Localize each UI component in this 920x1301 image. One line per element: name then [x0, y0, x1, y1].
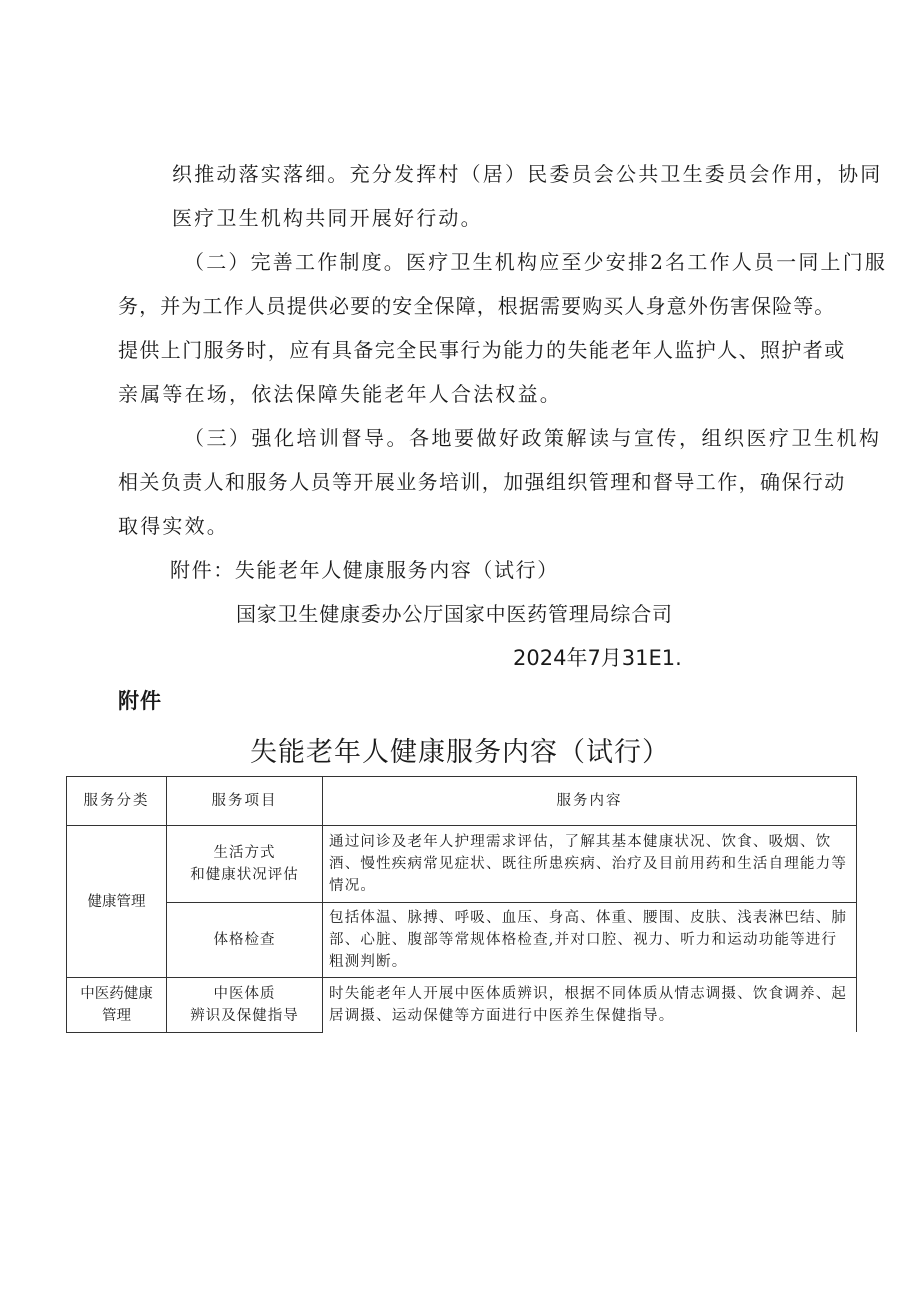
- paragraph-line: 务，并为工作人员提供必要的安全保障，根据需要购买人身意外伤害保险等。: [118, 294, 836, 318]
- issuer-line: 国家卫生健康委办公厅国家中医药管理局综合司: [236, 602, 673, 626]
- date-line: 2024年7月31E1.: [513, 646, 682, 670]
- item-line: 和健康状况评估: [190, 867, 299, 883]
- paragraph-line: （三）强化培训督导。各地要做好政策解读与宣传，组织医疗卫生机构: [184, 426, 882, 450]
- paragraph-line: 织推动落实落细。充分发挥村（居）民委员会公共卫生委员会作用，协同: [172, 162, 883, 186]
- category-cell: [67, 978, 167, 1033]
- paragraph-line: 医疗卫生机构共同开展好行动。: [172, 206, 483, 230]
- paragraph-line: （二）完善工作制度。医疗卫生机构应至少安排2名工作人员一同上门服: [184, 250, 888, 274]
- header-content: 服务内容: [323, 777, 857, 826]
- service-content-table: [66, 776, 857, 1033]
- item-cell: [167, 826, 323, 903]
- paragraph-line: 提供上门服务时，应有具备完全民事行为能力的失能老年人监护人、照护者或: [118, 338, 846, 362]
- category-cell: 健康管理: [67, 826, 167, 978]
- attachment-reference: 附件：失能老年人健康服务内容（试行）: [170, 558, 559, 582]
- table-header-row: [67, 777, 857, 826]
- paragraph-line: 取得实效。: [118, 514, 229, 538]
- paragraph-line: 亲属等在场，依法保障失能老年人合法权益。: [118, 382, 562, 406]
- content-cell: 包括体温、脉搏、呼吸、血压、身高、体重、腰围、皮肤、浅表淋巴结、肺部、心脏、腹部等常规体格检查,并对口腔、视力、听力和运动功能等进行粗测判断。: [323, 903, 857, 978]
- table-row: [67, 903, 857, 978]
- table-row: [67, 978, 857, 1033]
- header-item: 服务项目: [167, 777, 323, 826]
- item-cell: [167, 978, 323, 1033]
- item-cell: 体格检查: [167, 903, 323, 978]
- content-cell: 时失能老年人开展中医体质辨识，根据不同体质从情志调摄、饮食调养、起居调摄、运动保健等方面进行中医养生保健指导。: [323, 978, 857, 1033]
- category-line: 中医药健康: [80, 985, 153, 1002]
- attachment-label: 附件: [118, 689, 162, 713]
- table-row: [67, 826, 857, 903]
- content-cell: 通过问诊及老年人护理需求评估，了解其基本健康状况、饮食、吸烟、饮酒、慢性疾病常见症状、既往所患疾病、治疗及目前用药和生活自理能力等情况。: [323, 826, 857, 903]
- item-line: 生活方式: [213, 845, 276, 861]
- category-line: 管理: [102, 1007, 131, 1024]
- header-category: 服务分类: [67, 777, 167, 826]
- paragraph-line: 相关负责人和服务人员等开展业务培训，加强组织管理和督导工作，确保行动: [118, 470, 846, 494]
- item-line: 中医体质: [213, 985, 276, 1002]
- attachment-title: 失能老年人健康服务内容（试行）: [250, 737, 670, 768]
- item-line: 辨识及保健指导: [190, 1007, 299, 1024]
